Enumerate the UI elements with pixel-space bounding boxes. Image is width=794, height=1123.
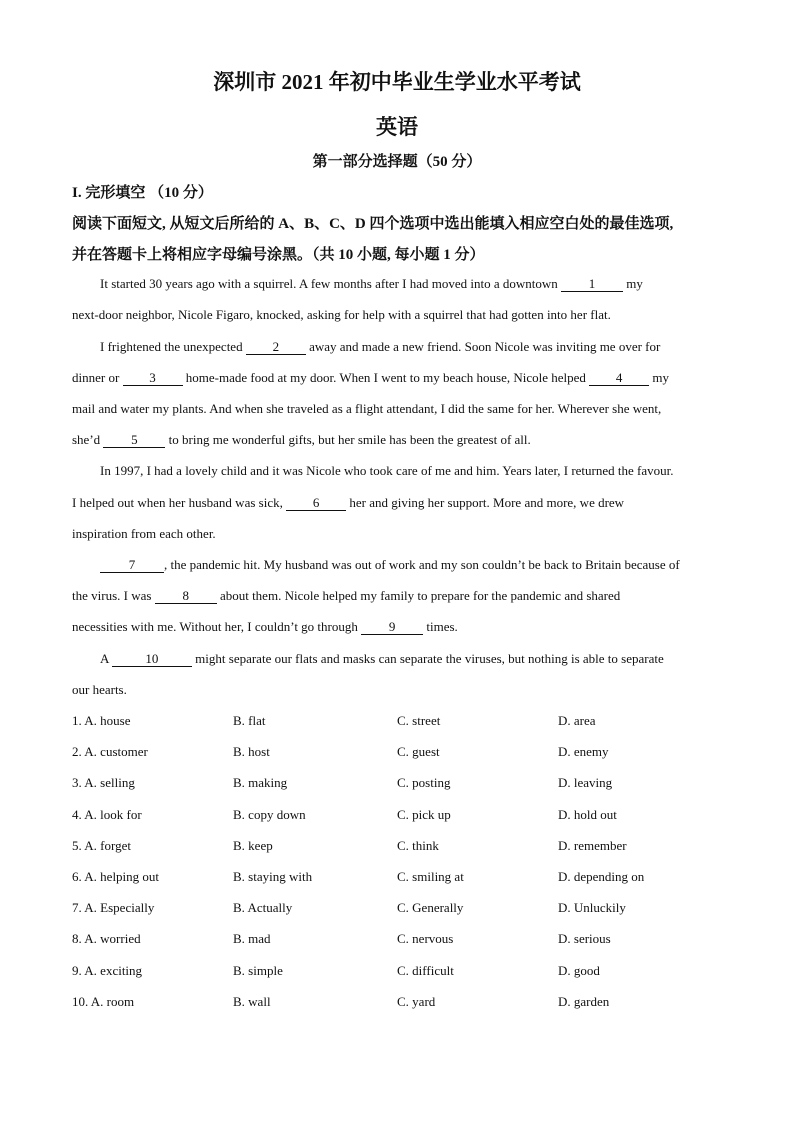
- passage-text: away and made a new friend. Soon Nicole was inviting me over for: [309, 339, 661, 354]
- option-d: D. depending on: [558, 869, 645, 884]
- blank-2: 2: [246, 340, 306, 355]
- blank-7: 7: [100, 558, 164, 573]
- subject-title: 英语: [376, 115, 418, 139]
- passage-text: her and giving her support. More and more, we drew: [349, 495, 625, 510]
- passage-line: [72, 495, 722, 511]
- passage-line: [72, 432, 722, 448]
- passage-line: our hearts.: [72, 682, 127, 697]
- option-a: 8. A. worried: [72, 931, 141, 946]
- passage-line: [72, 619, 722, 635]
- option-a: 5. A. forget: [72, 838, 131, 853]
- blank-1: 1: [561, 277, 623, 292]
- option-a: 10. A. room: [72, 994, 135, 1009]
- option-c: C. smiling at: [397, 869, 464, 884]
- blank-8: 8: [155, 589, 217, 604]
- passage-text: might separate our flats and masks can separate the viruses, but nothing is able to separate: [195, 651, 664, 666]
- passage-line: next-door neighbor, Nicole Figaro, knocked, asking for help with a squirrel that had gotten into her flat.: [72, 307, 611, 322]
- option-d: D. good: [558, 963, 600, 978]
- passage-text: necessities with me. Without her, I couldn’t go through: [72, 619, 358, 634]
- passage-text: times.: [426, 619, 458, 634]
- option-d: D. hold out: [558, 807, 617, 822]
- instruction-line-1: 阅读下面短文, 从短文后所给的 A、B、C、D 四个选项中选出能填入相应空白处的最佳选项,: [72, 216, 674, 232]
- option-a: 4. A. look for: [72, 807, 142, 822]
- option-a: 7. A. Especially: [72, 900, 155, 915]
- passage-line: [72, 588, 722, 604]
- passage-line: [100, 339, 750, 355]
- passage-text: I helped out when her husband was sick,: [72, 495, 283, 510]
- passage-text: A: [100, 651, 109, 666]
- passage-text: the virus. I was: [72, 588, 152, 603]
- option-b: B. copy down: [233, 807, 306, 822]
- option-d: D. Unluckily: [558, 900, 626, 915]
- option-b: B. making: [233, 775, 288, 790]
- option-b: B. flat: [233, 713, 266, 728]
- blank-6: 6: [286, 496, 346, 511]
- blank-10: 10: [112, 652, 192, 667]
- passage-line: [72, 370, 722, 386]
- option-a: 6. A. helping out: [72, 869, 160, 884]
- instruction-line-2: 并在答题卡上将相应字母编号涂黑。（共 10 小题, 每小题 1 分）: [72, 247, 485, 263]
- passage-text: It started 30 years ago with a squirrel. A few months after I had moved into a downtown: [100, 276, 558, 291]
- passage-line: inspiration from each other.: [72, 526, 216, 541]
- option-d: D. garden: [558, 994, 610, 1009]
- part-title: 第一部分选择题（50 分）: [312, 154, 482, 170]
- passage-line: [100, 276, 750, 292]
- option-b: B. Actually: [233, 900, 293, 915]
- option-b: B. keep: [233, 838, 273, 853]
- blank-3: 3: [123, 371, 183, 386]
- option-b: B. host: [233, 744, 270, 759]
- passage-line: [100, 557, 750, 573]
- option-c: C. nervous: [397, 931, 454, 946]
- passage-text: she’d: [72, 432, 101, 447]
- passage-line: mail and water my plants. And when she traveled as a flight attendant, I did the same for her. Wherever she went,: [72, 401, 662, 416]
- option-d: D. area: [558, 713, 596, 728]
- option-d: D. remember: [558, 838, 627, 853]
- option-c: C. yard: [397, 994, 436, 1009]
- option-a: 1. A. house: [72, 713, 131, 728]
- passage-text: to bring me wonderful gifts, but her smile has been the greatest of all.: [168, 432, 531, 447]
- passage-text: about them. Nicole helped my family to prepare for the pandemic and shared: [219, 588, 621, 603]
- option-c: C. difficult: [397, 963, 454, 978]
- exam-title: 深圳市 2021 年初中毕业生学业水平考试: [213, 70, 581, 94]
- passage-text: my: [626, 276, 643, 291]
- passage-line: [100, 651, 750, 667]
- option-a: 3. A. selling: [72, 775, 135, 790]
- blank-9: 9: [361, 620, 423, 635]
- option-c: C. Generally: [397, 900, 464, 915]
- passage-text: I frightened the unexpected: [100, 339, 243, 354]
- option-c: C. street: [397, 713, 441, 728]
- option-d: D. enemy: [558, 744, 609, 759]
- option-b: B. mad: [233, 931, 271, 946]
- option-b: B. staying with: [233, 869, 313, 884]
- blank-5: 5: [103, 433, 165, 448]
- section-title: I. 完形填空 （10 分）: [72, 185, 213, 201]
- option-d: D. leaving: [558, 775, 613, 790]
- option-a: 2. A. customer: [72, 744, 148, 759]
- option-c: C. pick up: [397, 807, 451, 822]
- option-a: 9. A. exciting: [72, 963, 143, 978]
- passage-text: home-made food at my door. When I went to my beach house, Nicole helped: [185, 370, 586, 385]
- option-c: C. posting: [397, 775, 451, 790]
- passage-line: In 1997, I had a lovely child and it was Nicole who took care of me and him. Years later, I returned the favour.: [100, 463, 674, 478]
- blank-4: 4: [589, 371, 649, 386]
- passage-text: my: [652, 370, 670, 385]
- option-b: B. wall: [233, 994, 271, 1009]
- passage-text: dinner or: [72, 370, 120, 385]
- option-b: B. simple: [233, 963, 283, 978]
- option-c: C. guest: [397, 744, 440, 759]
- option-d: D. serious: [558, 931, 611, 946]
- passage-text: , the pandemic hit. My husband was out of work and my son couldn’t be back to Britain because of: [164, 557, 680, 572]
- option-c: C. think: [397, 838, 439, 853]
